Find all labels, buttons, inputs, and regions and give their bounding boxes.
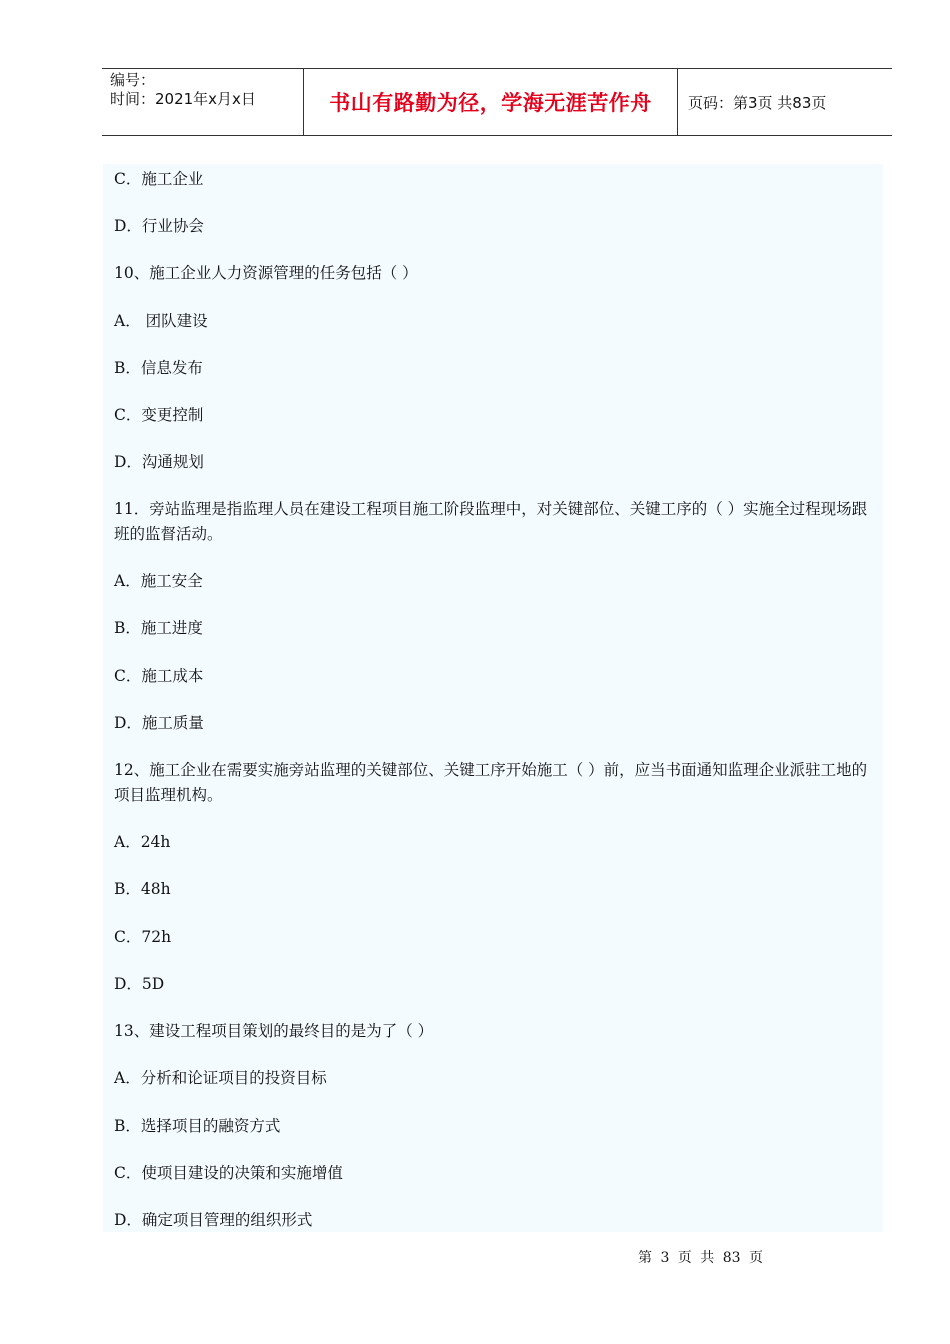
option-line: C．施工企业 — [114, 170, 204, 188]
number-label: 编号： — [110, 71, 156, 89]
motto-text: 书山有路勤为径，学海无涯苦作舟 — [329, 90, 652, 115]
header-motto — [304, 69, 678, 135]
option-line: A．24h — [114, 833, 171, 851]
question-line: 10、施工企业人力资源管理的任务包括（ ） — [114, 264, 418, 282]
option-line: D．沟通规划 — [114, 453, 204, 471]
page-code-text: 页码：第3页 共83页 — [688, 93, 827, 112]
option-line: C．72h — [114, 928, 172, 946]
option-line: A．分析和论证项目的投资目标 — [114, 1069, 327, 1087]
time-label: 时间：2021年x月x日 — [110, 90, 256, 108]
page-header — [102, 68, 892, 136]
page-footer: 第 3 页 共 83 页 — [638, 1250, 763, 1266]
header-info — [102, 69, 304, 135]
option-line: B．施工进度 — [114, 619, 203, 637]
question-line: 11．旁站监理是指监理人员在建设工程项目施工阶段监理中，对关键部位、关键工序的（ ）实施全过程现场跟班的监督活动。 — [114, 500, 868, 543]
option-line: B．48h — [114, 880, 171, 898]
option-line: D．行业协会 — [114, 217, 204, 235]
document-body — [103, 164, 883, 1232]
option-line: D．确定项目管理的组织形式 — [114, 1211, 313, 1229]
option-line: C．使项目建设的决策和实施增值 — [114, 1164, 343, 1182]
option-line: B．选择项目的融资方式 — [114, 1117, 281, 1135]
option-line: C．施工成本 — [114, 667, 204, 685]
option-line: D．5D — [114, 975, 165, 993]
option-line: D．施工质量 — [114, 714, 204, 732]
question-line: 12、施工企业在需要实施旁站监理的关键部位、关键工序开始施工（ ）前，应当书面通知监理企业派驻工地的项目监理机构。 — [114, 761, 868, 804]
option-line: C．变更控制 — [114, 406, 204, 424]
option-line: A． 团队建设 — [114, 312, 208, 330]
option-line: B．信息发布 — [114, 359, 203, 377]
option-line: A．施工安全 — [114, 572, 203, 590]
header-page-code — [678, 69, 892, 135]
question-line: 13、建设工程项目策划的最终目的是为了（ ） — [114, 1022, 434, 1040]
